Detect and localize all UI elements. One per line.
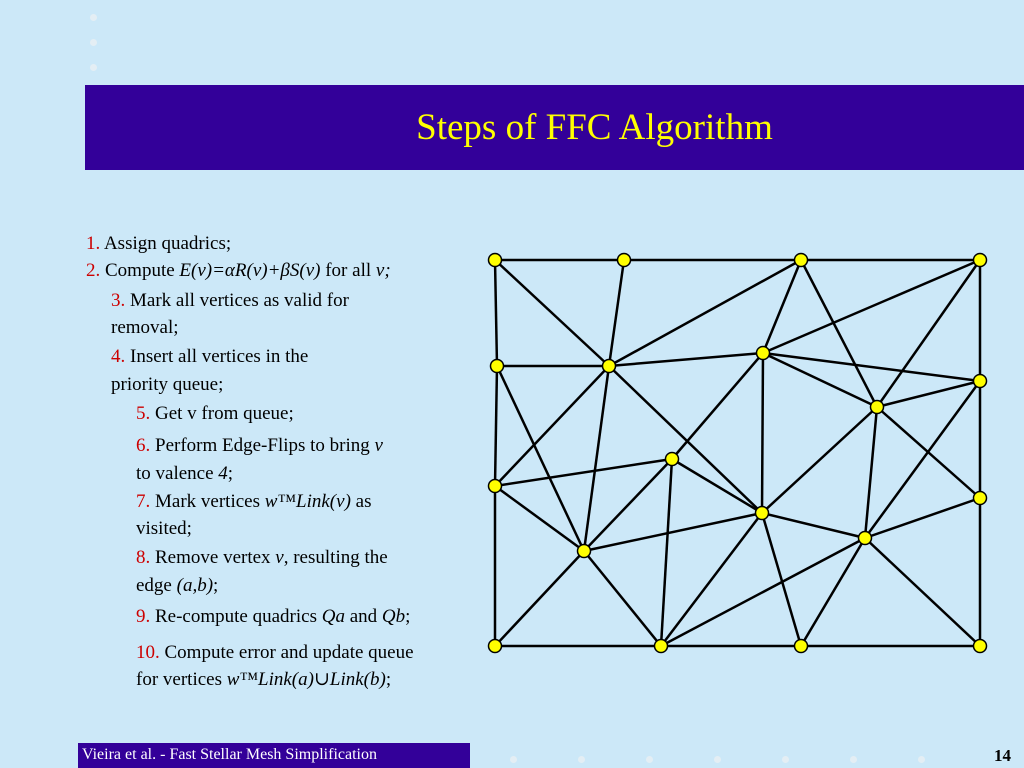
mesh-edge [584,366,609,551]
mesh-vertex [974,375,987,388]
step-text: Mark all vertices as valid for [125,290,349,311]
mesh-vertex [974,254,987,267]
step-var: v [275,547,284,568]
step-var: v; [375,260,391,281]
mesh-vertex [489,640,502,653]
decor-dot [850,756,857,763]
step-text: removal; [111,317,179,338]
step-text: Remove vertex [150,547,276,568]
step-text: as [350,491,372,512]
step-text: Mark vertices [150,491,265,512]
step-text: ; [385,669,392,690]
step-text: ; [405,606,411,627]
mesh-edge [495,260,609,366]
mesh-vertex [489,254,502,267]
step-var: v [374,435,383,456]
mesh-edge [495,260,497,366]
mesh-edge [495,551,584,646]
mesh-vertex [871,401,884,414]
mesh-edge [762,513,801,646]
mesh-vertex [795,254,808,267]
step-formula: E(v)=αR(v)+βS(v) [179,260,321,281]
step-formula: w™Link(a)∪Link(b) [226,669,386,690]
step-text: priority queue; [111,374,224,395]
footer-text: Vieira et al. - Fast Stellar Mesh Simplification [82,746,377,763]
mesh-edge [661,459,672,646]
mesh-vertex [603,360,616,373]
decor-dot [782,756,789,763]
decor-dot [646,756,653,763]
mesh-edge [584,551,661,646]
mesh-edge [762,407,877,513]
step-number: 10. [136,642,160,663]
mesh-edge [801,260,877,407]
mesh-edge [609,366,762,513]
mesh-edge [609,353,763,366]
mesh-vertex [974,492,987,505]
mesh-edge [865,407,877,538]
mesh-edge [584,513,762,551]
mesh-edge [762,353,763,513]
mesh-vertex [757,347,770,360]
decor-dot [578,756,585,763]
mesh-vertex [655,640,668,653]
step-text: Perform Edge-Flips to bring [150,435,375,456]
step-var: (a,b) [176,575,214,596]
mesh-edge [672,353,763,459]
step-text: edge [136,575,177,596]
mesh-edge [609,260,624,366]
step-var: 4 [218,463,228,484]
mesh-vertex [491,360,504,373]
mesh-vertex [974,640,987,653]
mesh-vertex [859,532,872,545]
step-text: Compute error and update queue [159,642,414,663]
step-number: 7. [136,491,151,512]
mesh-edge [661,513,762,646]
page-number: 14 [994,746,1011,765]
mesh-edge [495,486,584,551]
step-text: Insert all vertices in the [125,346,309,367]
step-var: Qa [321,606,345,627]
mesh-edge [495,366,609,486]
decor-dot [918,756,925,763]
step-text: visited; [136,518,192,539]
mesh-edge [495,366,497,486]
step-number: 2. [86,260,101,281]
step-text: Assign quadrics; [100,233,232,254]
step-number: 9. [136,606,151,627]
step-var: Qb [381,606,406,627]
step-text: Compute [100,260,180,281]
step-number: 3. [111,290,126,311]
mesh-vertex [618,254,631,267]
mesh-vertex [578,545,591,558]
decor-dot [714,756,721,763]
step-text: Get v from queue; [150,403,294,424]
decor-dot [510,756,517,763]
mesh-edge [762,513,865,538]
mesh-vertex [795,640,808,653]
mesh-edge [865,538,980,646]
mesh-edge [763,353,980,381]
step-text: Re-compute quadrics [150,606,322,627]
mesh-edge [497,366,584,551]
mesh-edge [495,459,672,486]
step-formula: w™Link(v) [264,491,351,512]
step-text: for all [320,260,376,281]
step-text: for vertices [136,669,227,690]
mesh-edge [865,498,980,538]
mesh-vertex [489,480,502,493]
step-number: 8. [136,547,151,568]
step-text: ; [227,463,234,484]
step-text: ; [213,575,219,596]
step-number: 4. [111,346,126,367]
step-number: 6. [136,435,151,456]
mesh-edge [672,459,762,513]
step-number: 1. [86,233,101,254]
mesh-vertex [756,507,769,520]
step-number: 5. [136,403,151,424]
mesh-vertex [666,453,679,466]
step-text: to valence [136,463,219,484]
footer-bar [78,743,470,768]
step-text: , resulting the [283,547,388,568]
mesh-edge [584,459,672,551]
slide-title: Steps of FFC Algorithm [416,107,773,148]
step-text: and [344,606,382,627]
